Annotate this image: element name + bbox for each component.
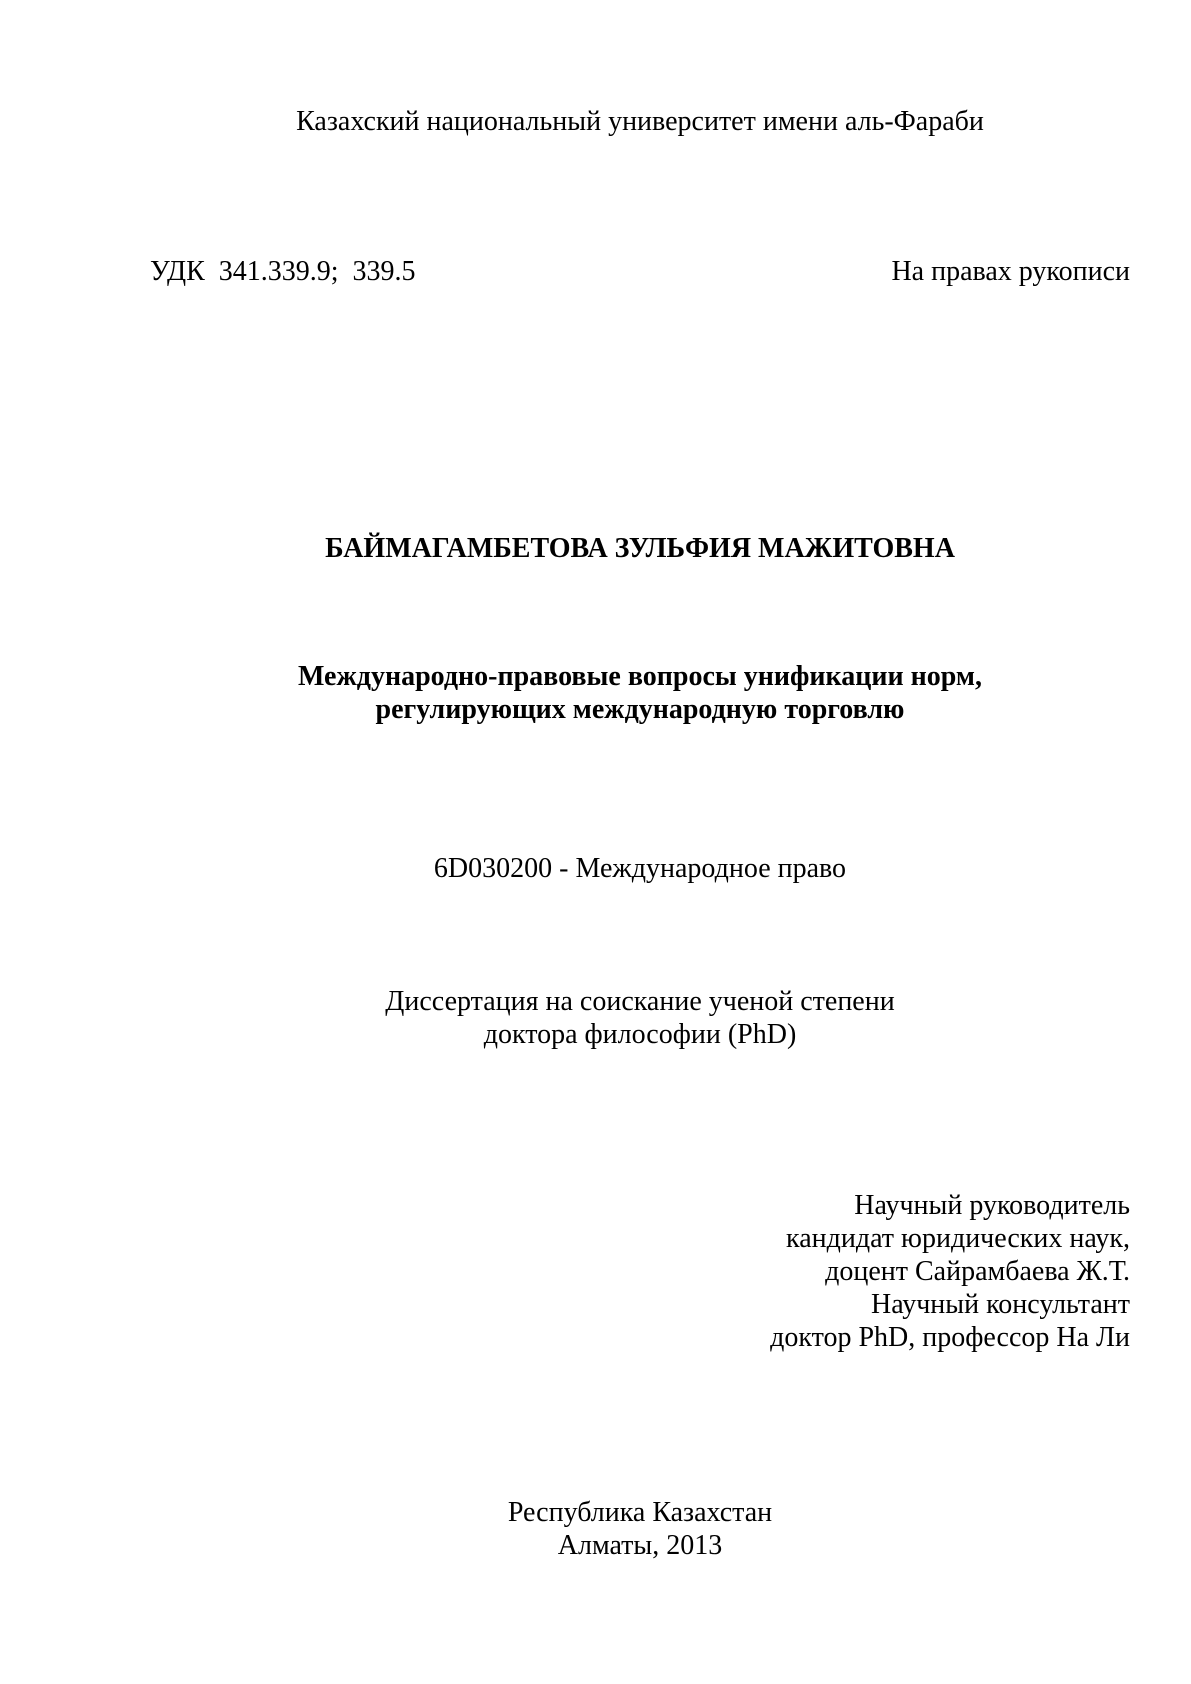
supervisor-heading: Научный руководитель — [854, 1190, 1130, 1221]
udk-code: УДК 341.339.9; 339.5 — [150, 256, 416, 287]
author-name: БАЙМАГАМБЕТОВА ЗУЛЬФИЯ МАЖИТОВНА — [325, 533, 955, 564]
thesis-degree-line-1: Диссертация на соискание ученой степени — [385, 986, 895, 1017]
supervisor-name: доцент Сайрамбаева Ж.Т. — [825, 1256, 1130, 1287]
dissertation-title-line-2: регулирующих международную торговлю — [375, 694, 905, 725]
thesis-degree-statement — [150, 985, 1130, 1051]
supervisor-degree: кандидат юридических наук, — [786, 1223, 1130, 1254]
consultant-heading: Научный консультант — [871, 1289, 1130, 1320]
supervisors-block — [150, 1189, 1130, 1354]
manuscript-rights-note: На правах рукописи — [891, 256, 1130, 287]
country-name: Республика Казахстан — [507, 1497, 773, 1528]
thesis-degree-line-2: доктора философии (PhD) — [483, 1019, 797, 1050]
udk-row — [150, 255, 1130, 288]
location-block — [150, 1496, 1130, 1562]
dissertation-title — [150, 660, 1130, 726]
university-name: Казахский национальный университет имени аль-Фараби — [296, 106, 984, 137]
dissertation-title-line-1: Международно-правовые вопросы унификации норм, — [298, 661, 982, 692]
specialty-code: 6D030200 - Международное право — [433, 853, 847, 884]
city-and-year: Алматы, 2013 — [557, 1530, 723, 1561]
consultant-name: доктор PhD, профессор На Ли — [770, 1322, 1130, 1353]
